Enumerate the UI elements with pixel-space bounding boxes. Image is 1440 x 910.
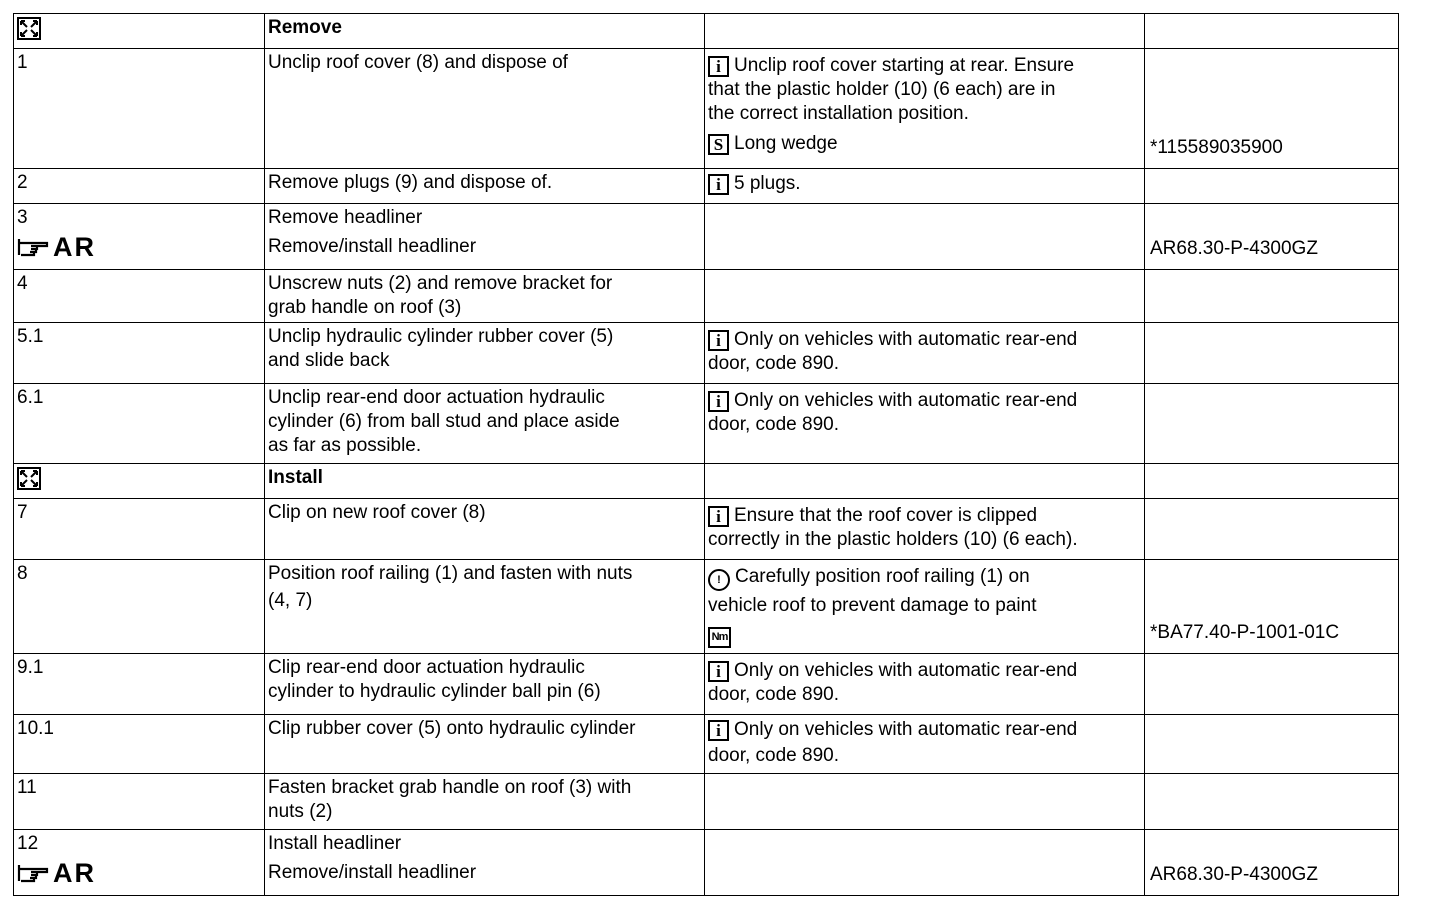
table-row (14, 830, 1399, 896)
step-action (265, 323, 705, 384)
step-number: 6.1 (14, 384, 265, 464)
empty-cell (1145, 323, 1399, 384)
action-line: cylinder (6) from ball stud and place aside (268, 411, 620, 432)
step-number: 2 (14, 169, 265, 204)
section-title-remove: Remove (265, 14, 705, 49)
action-line: Unclip hydraulic cylinder rubber cover (5) (268, 326, 614, 347)
action-line: cylinder to hydraulic cylinder ball pin (6) (268, 681, 601, 702)
empty-cell (1145, 464, 1399, 499)
note-line: Carefully position roof railing (1) on (735, 566, 1030, 587)
ar-reference (17, 860, 96, 886)
step-action (265, 830, 705, 896)
action-line: Fasten bracket grab handle on roof (3) with (268, 777, 632, 798)
pointing-hand-icon (17, 863, 51, 883)
info-icon: i (708, 720, 729, 741)
step-action-text: Remove headliner (268, 207, 423, 228)
step-notes (705, 49, 1145, 169)
note-line: Unclip roof cover starting at rear. Ensure (734, 55, 1075, 76)
info-icon: i (708, 506, 729, 527)
step-action (265, 270, 705, 323)
ar-label: AR (53, 232, 96, 262)
empty-cell (705, 204, 1145, 270)
info-icon: i (708, 330, 729, 351)
torque-reference-link[interactable]: *BA77.40-P-1001-01C (1150, 622, 1340, 643)
note-line: door, code 890. (708, 684, 839, 705)
table-row (14, 774, 1399, 830)
step-action: Remove plugs (9) and dispose of. (265, 169, 705, 204)
note-line: Only on vehicles with automatic rear-end (734, 719, 1078, 740)
ar-reference-link[interactable]: AR68.30-P-4300GZ (1150, 864, 1318, 885)
empty-cell (1145, 654, 1399, 715)
empty-cell (1145, 774, 1399, 830)
note-line: that the plastic holder (10) (6 each) are in (708, 79, 1056, 100)
section-icon-cell (14, 14, 265, 49)
table-row (14, 270, 1399, 323)
empty-cell (1145, 384, 1399, 464)
table-row (14, 49, 1399, 169)
step-action: Clip rubber cover (5) onto hydraulic cylinder (265, 715, 705, 774)
special-tool-icon: S (708, 134, 729, 155)
step-action-text: Install headliner (268, 833, 402, 854)
expand-arrows-icon (17, 17, 41, 40)
table-row (14, 169, 1399, 204)
step-action (265, 654, 705, 715)
table-row (14, 654, 1399, 715)
table-row (14, 323, 1399, 384)
note-line: Only on vehicles with automatic rear-end (734, 329, 1078, 350)
step-action (265, 204, 705, 270)
empty-cell (1145, 499, 1399, 560)
note-line: door, code 890. (708, 414, 839, 435)
info-icon: i (708, 391, 729, 412)
note-line: Only on vehicles with automatic rear-end (734, 660, 1078, 681)
action-line: (4, 7) (268, 590, 313, 611)
action-line: grab handle on roof (3) (268, 297, 462, 318)
section-row-remove (14, 14, 1399, 49)
note-line: Ensure that the roof cover is clipped (734, 505, 1038, 526)
note-line: correctly in the plastic holders (10) (6 each). (708, 529, 1078, 550)
ar-label: AR (53, 858, 96, 888)
note-line: the correct installation position. (708, 103, 969, 124)
empty-cell (1145, 715, 1399, 774)
step-number-cell (14, 204, 265, 270)
empty-cell (1145, 270, 1399, 323)
step-notes (705, 654, 1145, 715)
reference-cell (1145, 560, 1399, 654)
section-icon-cell (14, 464, 265, 499)
ar-reference (17, 234, 96, 260)
procedure-table (13, 13, 1399, 896)
empty-cell (705, 464, 1145, 499)
action-line: and slide back (268, 350, 390, 371)
table-row (14, 715, 1399, 774)
torque-icon[interactable]: Nm (708, 627, 731, 648)
caution-icon: ! (708, 569, 730, 591)
step-number: 7 (14, 499, 265, 560)
step-number: 4 (14, 270, 265, 323)
step-number: 10.1 (14, 715, 265, 774)
note-line: 5 plugs. (734, 173, 801, 194)
step-notes (705, 715, 1145, 774)
action-line: Unscrew nuts (2) and remove bracket for (268, 273, 613, 294)
action-line: Clip rear-end door actuation hydraulic (268, 657, 585, 678)
step-number: 5.1 (14, 323, 265, 384)
action-line: Unclip rear-end door actuation hydraulic (268, 387, 605, 408)
info-icon: i (708, 174, 729, 195)
reference-cell (1145, 830, 1399, 896)
section-row-install (14, 464, 1399, 499)
reference-cell (1145, 49, 1399, 169)
step-action (265, 384, 705, 464)
step-number: 11 (14, 774, 265, 830)
step-notes (705, 384, 1145, 464)
tool-reference-link[interactable]: *115589035900 (1150, 137, 1283, 158)
empty-cell (705, 270, 1145, 323)
empty-cell (705, 14, 1145, 49)
table-row (14, 560, 1399, 654)
step-number-cell (14, 830, 265, 896)
table-row (14, 204, 1399, 270)
empty-cell (705, 830, 1145, 896)
reference-cell (1145, 204, 1399, 270)
note-line: door, code 890. (708, 745, 839, 766)
ar-reference-link[interactable]: AR68.30-P-4300GZ (1150, 238, 1318, 259)
step-action: Unclip roof cover (8) and dispose of (265, 49, 705, 169)
step-notes (705, 499, 1145, 560)
section-title-install: Install (265, 464, 705, 499)
step-number: 3 (17, 207, 28, 228)
ar-link-text[interactable]: Remove/install headliner (268, 236, 477, 257)
info-icon: i (708, 56, 729, 77)
empty-cell (1145, 169, 1399, 204)
ar-link-text[interactable]: Remove/install headliner (268, 862, 477, 883)
note-line: Only on vehicles with automatic rear-end (734, 390, 1078, 411)
step-number: 8 (14, 560, 265, 654)
expand-arrows-icon (17, 467, 41, 490)
step-notes (705, 560, 1145, 654)
empty-cell (705, 774, 1145, 830)
step-notes (705, 323, 1145, 384)
step-notes (705, 169, 1145, 204)
info-icon: i (708, 661, 729, 682)
table-row (14, 384, 1399, 464)
step-number: 9.1 (14, 654, 265, 715)
action-line: nuts (2) (268, 801, 333, 822)
step-action (265, 774, 705, 830)
note-line: door, code 890. (708, 353, 839, 374)
table-row (14, 499, 1399, 560)
tool-name: Long wedge (734, 133, 838, 154)
pointing-hand-icon (17, 237, 51, 257)
step-number: 12 (17, 833, 39, 854)
empty-cell (1145, 14, 1399, 49)
step-number: 1 (14, 49, 265, 169)
action-line: as far as possible. (268, 435, 422, 456)
note-line: vehicle roof to prevent damage to paint (708, 595, 1037, 616)
step-action: Clip on new roof cover (8) (265, 499, 705, 560)
action-line: Position roof railing (1) and fasten with nuts (268, 563, 633, 584)
step-action (265, 560, 705, 654)
